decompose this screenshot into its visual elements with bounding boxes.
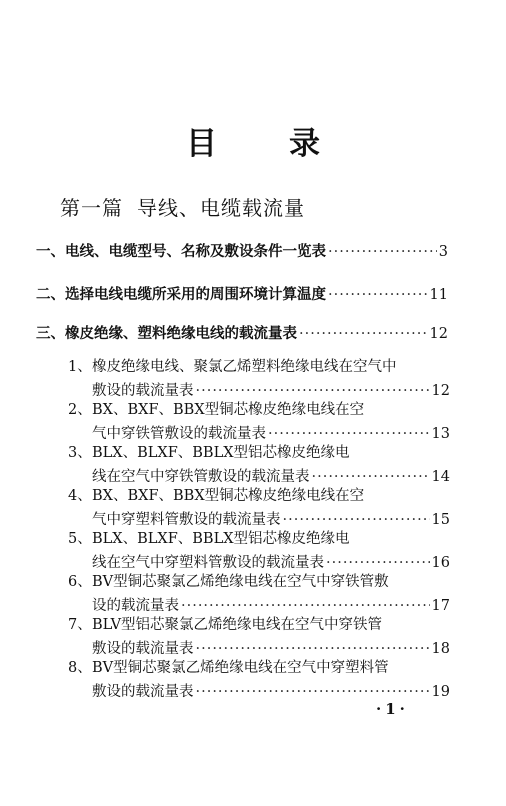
toc-entry[interactable] <box>68 570 450 618</box>
section-page: 11 <box>429 287 448 303</box>
part-label: 第一篇 <box>60 196 123 220</box>
entry-page: 18 <box>431 641 450 657</box>
entry-title-line2: 敷设的载流量表 <box>92 684 194 700</box>
entry-title-line2: 敷设的载流量表 <box>92 641 194 657</box>
entry-number: 1、 <box>68 359 92 375</box>
entry-title-line2: 线在空气中穿塑料管敷设的载流量表 <box>92 555 324 571</box>
entry-title-line2: 气中穿铁管敷设的载流量表 <box>92 426 266 442</box>
section-page: 3 <box>438 244 448 260</box>
toc-entry[interactable] <box>68 484 450 532</box>
entry-title-line1: BLX、BLXF、BBLX型铝芯橡皮绝缘电 <box>92 531 350 547</box>
section-page: 12 <box>429 326 448 342</box>
entry-title-line2: 设的载流量表 <box>92 598 179 614</box>
entry-number: 4、 <box>68 488 92 504</box>
toc-entry[interactable] <box>68 656 450 704</box>
entry-number: 3、 <box>68 445 92 461</box>
toc-entry[interactable] <box>68 398 450 446</box>
entry-title-line1: BV型铜芯聚氯乙烯绝缘电线在空气中穿塑料管 <box>92 660 389 676</box>
toc-entry[interactable] <box>68 613 450 661</box>
entry-number: 7、 <box>68 617 92 633</box>
toc-entry[interactable] <box>68 355 450 403</box>
entry-title-line2: 线在空气中穿铁管敷设的载流量表 <box>92 469 310 485</box>
dot-leader <box>299 324 428 344</box>
section-title: 三、橡皮绝缘、塑料绝缘电线的载流量表 <box>36 325 297 342</box>
toc-section[interactable] <box>36 242 448 262</box>
page-number: ·1· <box>376 700 409 718</box>
toc-section[interactable] <box>36 285 448 305</box>
entry-title-line2: 气中穿塑料管敷设的载流量表 <box>92 512 281 528</box>
entry-number: 8、 <box>68 660 92 676</box>
entry-page: 15 <box>431 512 450 528</box>
entry-title-line1: BX、BXF、BBX型铜芯橡皮绝缘电线在空 <box>92 488 365 504</box>
page-title <box>0 118 506 163</box>
entry-title-line1: 橡皮绝缘电线、聚氯乙烯塑料绝缘电线在空气中 <box>92 359 397 375</box>
entry-title-line1: BLV型铝芯聚氯乙烯绝缘电线在空气中穿铁管 <box>92 617 383 633</box>
entry-title-line1: BX、BXF、BBX型铜芯橡皮绝缘电线在空 <box>92 402 365 418</box>
dot-leader <box>328 285 428 305</box>
toc-entry[interactable] <box>68 527 450 575</box>
entry-number: 5、 <box>68 531 92 547</box>
part-name: 导线、电缆载流量 <box>137 196 305 220</box>
toc-section[interactable] <box>36 324 448 344</box>
section-title: 二、选择电线电缆所采用的周围环境计算温度 <box>36 286 326 303</box>
entry-page: 12 <box>431 383 450 399</box>
title-char-2: 录 <box>289 126 320 162</box>
entry-page: 17 <box>431 598 450 614</box>
entry-number: 6、 <box>68 574 92 590</box>
title-char-1: 目 <box>186 126 217 162</box>
entry-page: 19 <box>431 684 450 700</box>
dot-leader <box>328 242 437 262</box>
entry-page: 13 <box>431 426 450 442</box>
entry-title-line1: BV型铜芯聚氯乙烯绝缘电线在空气中穿铁管敷 <box>92 574 389 590</box>
section-title: 一、电线、电缆型号、名称及敷设条件一览表 <box>36 243 326 260</box>
part-heading <box>60 192 305 221</box>
entry-title-line2: 敷设的载流量表 <box>92 383 194 399</box>
entry-number: 2、 <box>68 402 92 418</box>
entry-page: 16 <box>431 555 450 571</box>
toc-entry[interactable] <box>68 441 450 489</box>
entry-page: 14 <box>431 469 450 485</box>
entry-title-line1: BLX、BLXF、BBLX型铝芯橡皮绝缘电 <box>92 445 350 461</box>
